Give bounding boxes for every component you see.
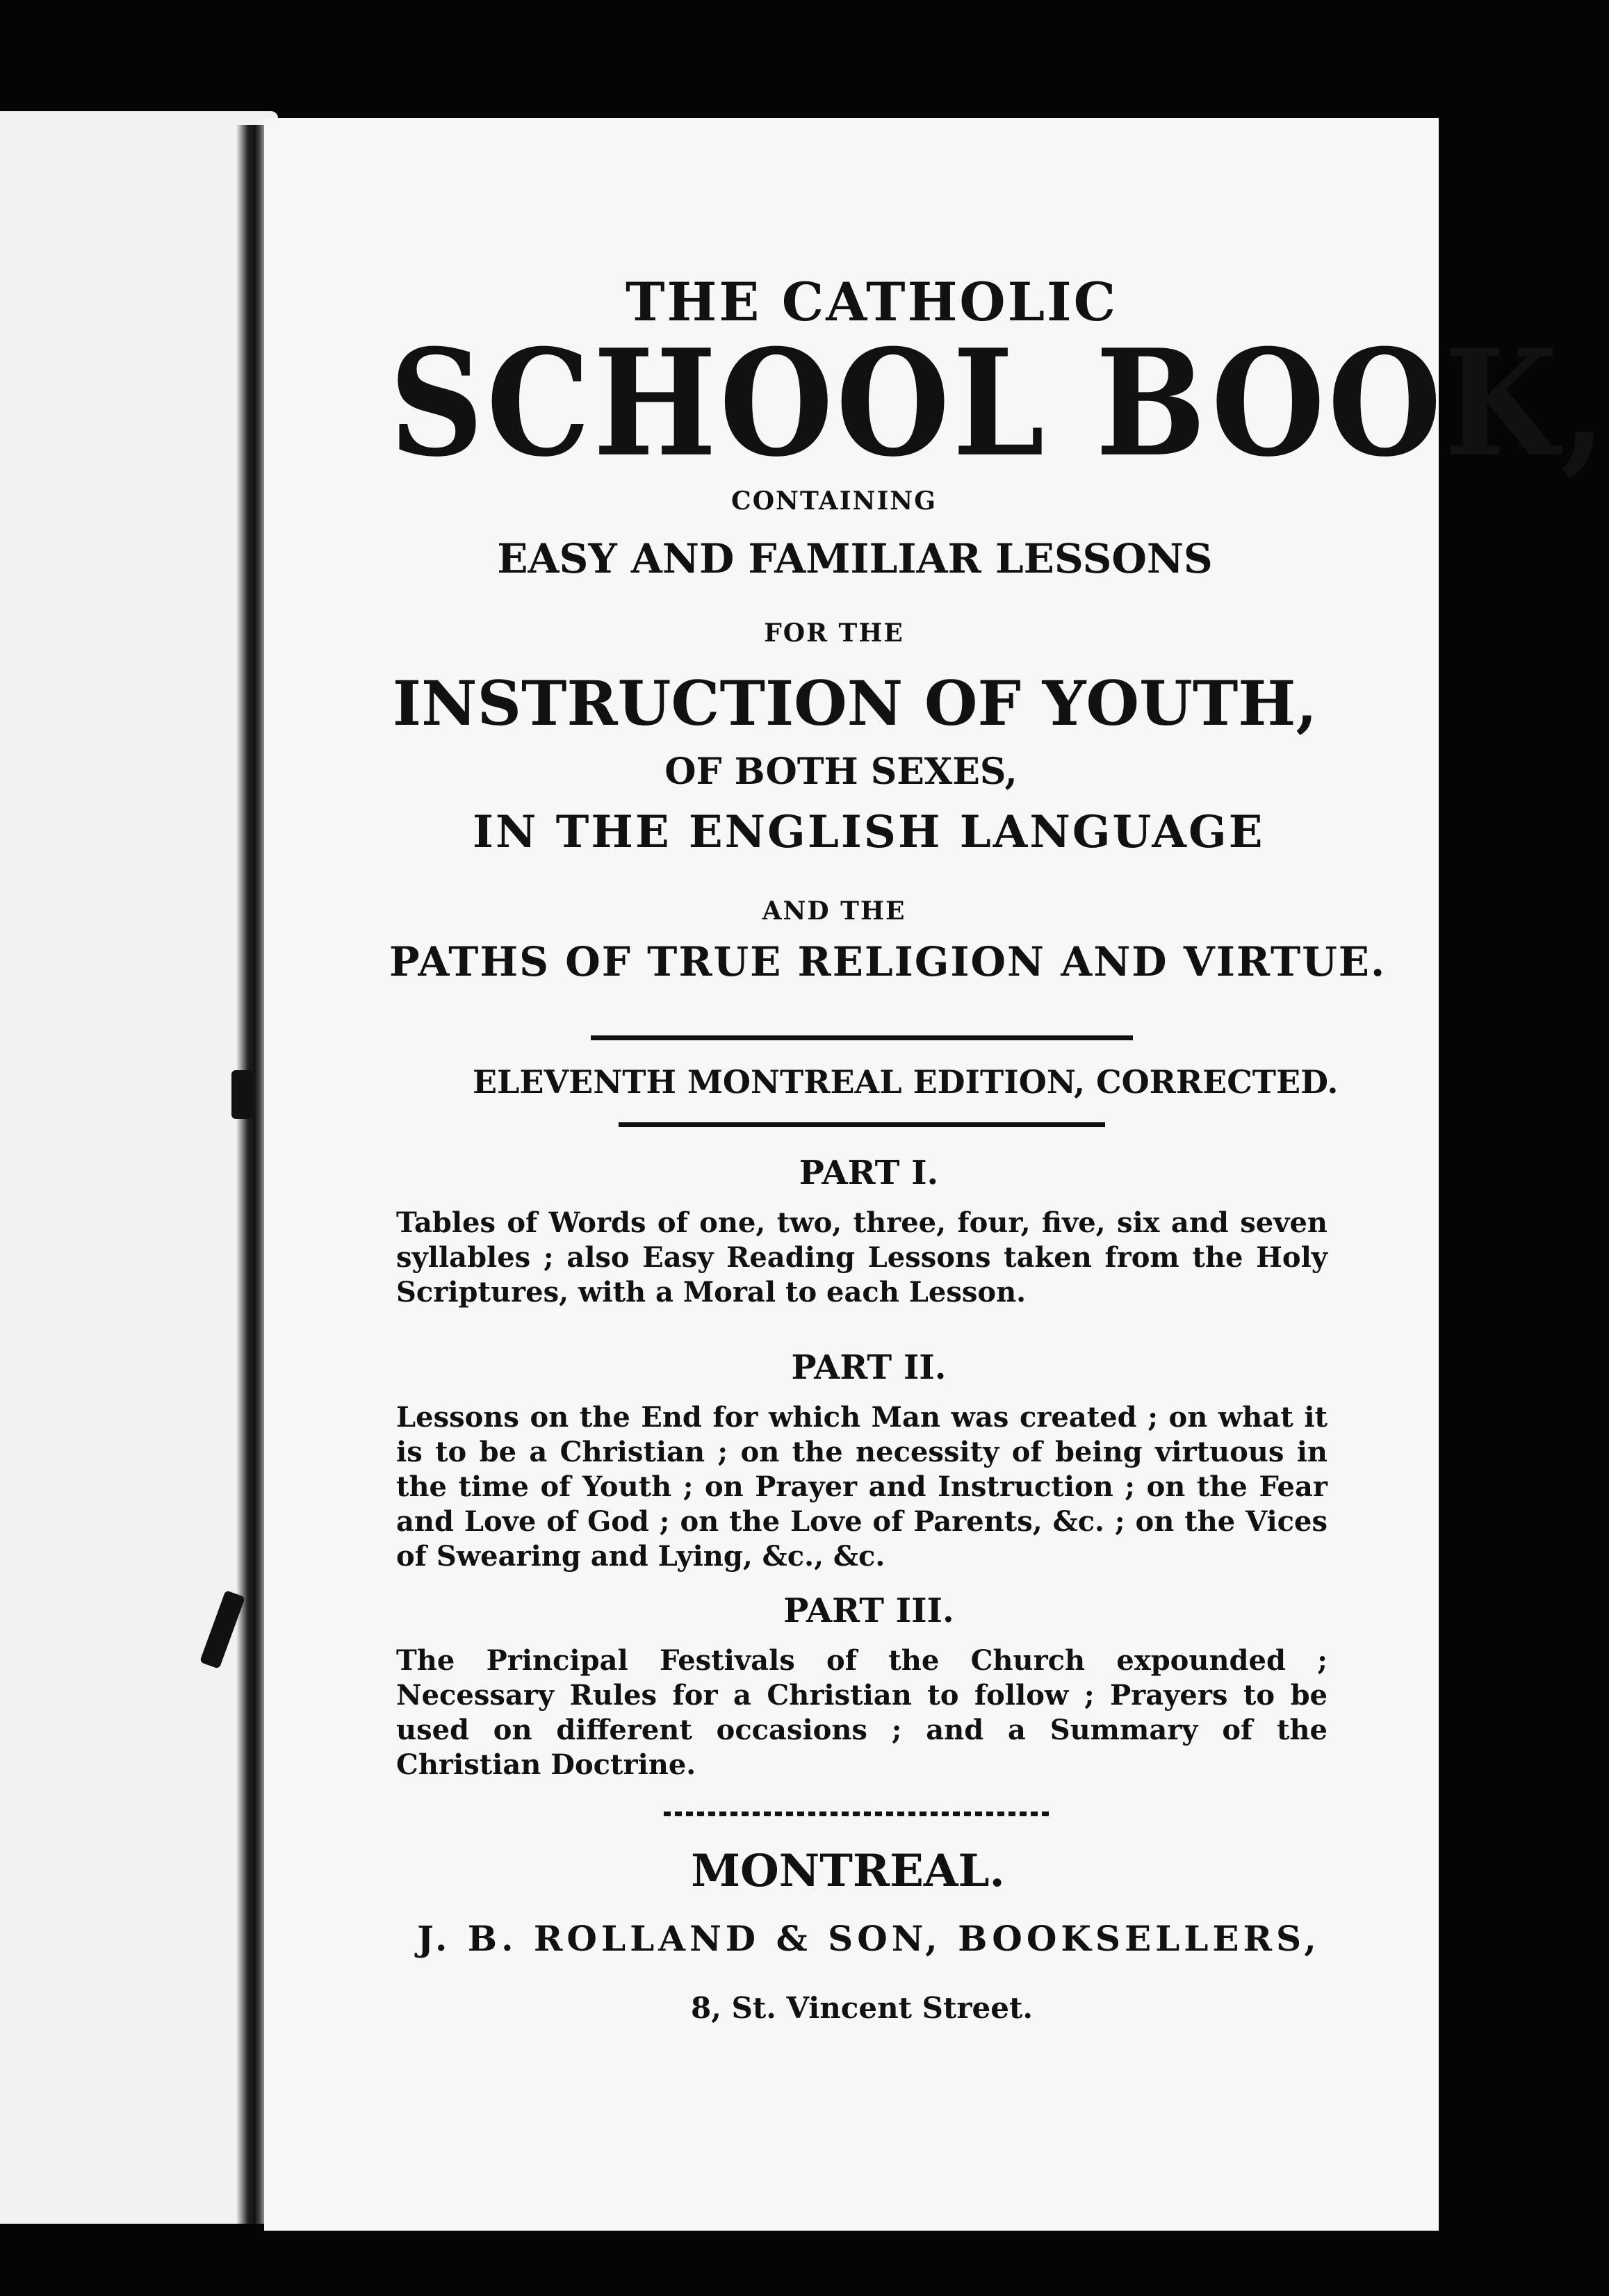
title-line-paths: PATHS OF TRUE RELIGION AND VIRTUE. [389,938,1387,985]
imprint-city: MONTREAL. [691,1845,1005,1897]
binding-stitch [231,1070,252,1119]
title-line-both-sexes: OF BOTH SEXES, [664,751,1018,793]
rule-bottom [619,1122,1105,1127]
wavy-rule [664,1808,1053,1819]
title-line-for-the: FOR THE [764,618,904,648]
part-heading: PART I. [799,1154,939,1192]
title-line-school-book: SCHOOL BOOK, [389,317,1609,490]
title-page-content [264,118,1609,2231]
title-line-the-catholic: THE CATHOLIC [626,271,1118,333]
imprint-publisher: J. B. ROLLAND & SON, BOOKSELLERS, [417,1918,1321,1959]
title-line-instruction: INSTRUCTION OF YOUTH, [392,667,1318,739]
title-line-easy-lessons: EASY AND FAMILIAR LESSONS [497,535,1213,582]
title-line-and-the: AND THE [762,896,906,926]
imprint-address: 8, St. Vincent Street. [691,1991,1033,2025]
part-heading: PART III. [783,1591,954,1630]
title-line-containing: CONTAINING [731,486,937,516]
part-heading: PART II. [791,1348,947,1387]
part-description: Tables of Words of one, two, three, four, five, six and seven syllables ; also Easy Reading Lessons taken from the Holy Scriptures, with a Moral to each Lesson. [396,1206,1328,1309]
part-description: The Principal Festivals of the Church expounded ; Necessary Rules for a Christian to follow ; Prayers to be used on different occasions ; and a Summary of the Christian Doctrine. [396,1644,1328,1781]
edition-statement: ELEVENTH MONTREAL EDITION, CORRECTED. [473,1063,1339,1101]
title-page [264,118,1609,2231]
title-line-english: IN THE ENGLISH LANGUAGE [473,806,1265,858]
part-description: Lessons on the End for which Man was created ; on what it is to be a Christian ; on the necessity of being virtuous in the time of Youth ; on Prayer and Instruction ; on the Fear and Love of God ; on the Love of Parents, &c. ; on the Vices of Swearing and Lying, &c., &c. [396,1401,1328,1573]
rule-top [591,1035,1133,1040]
